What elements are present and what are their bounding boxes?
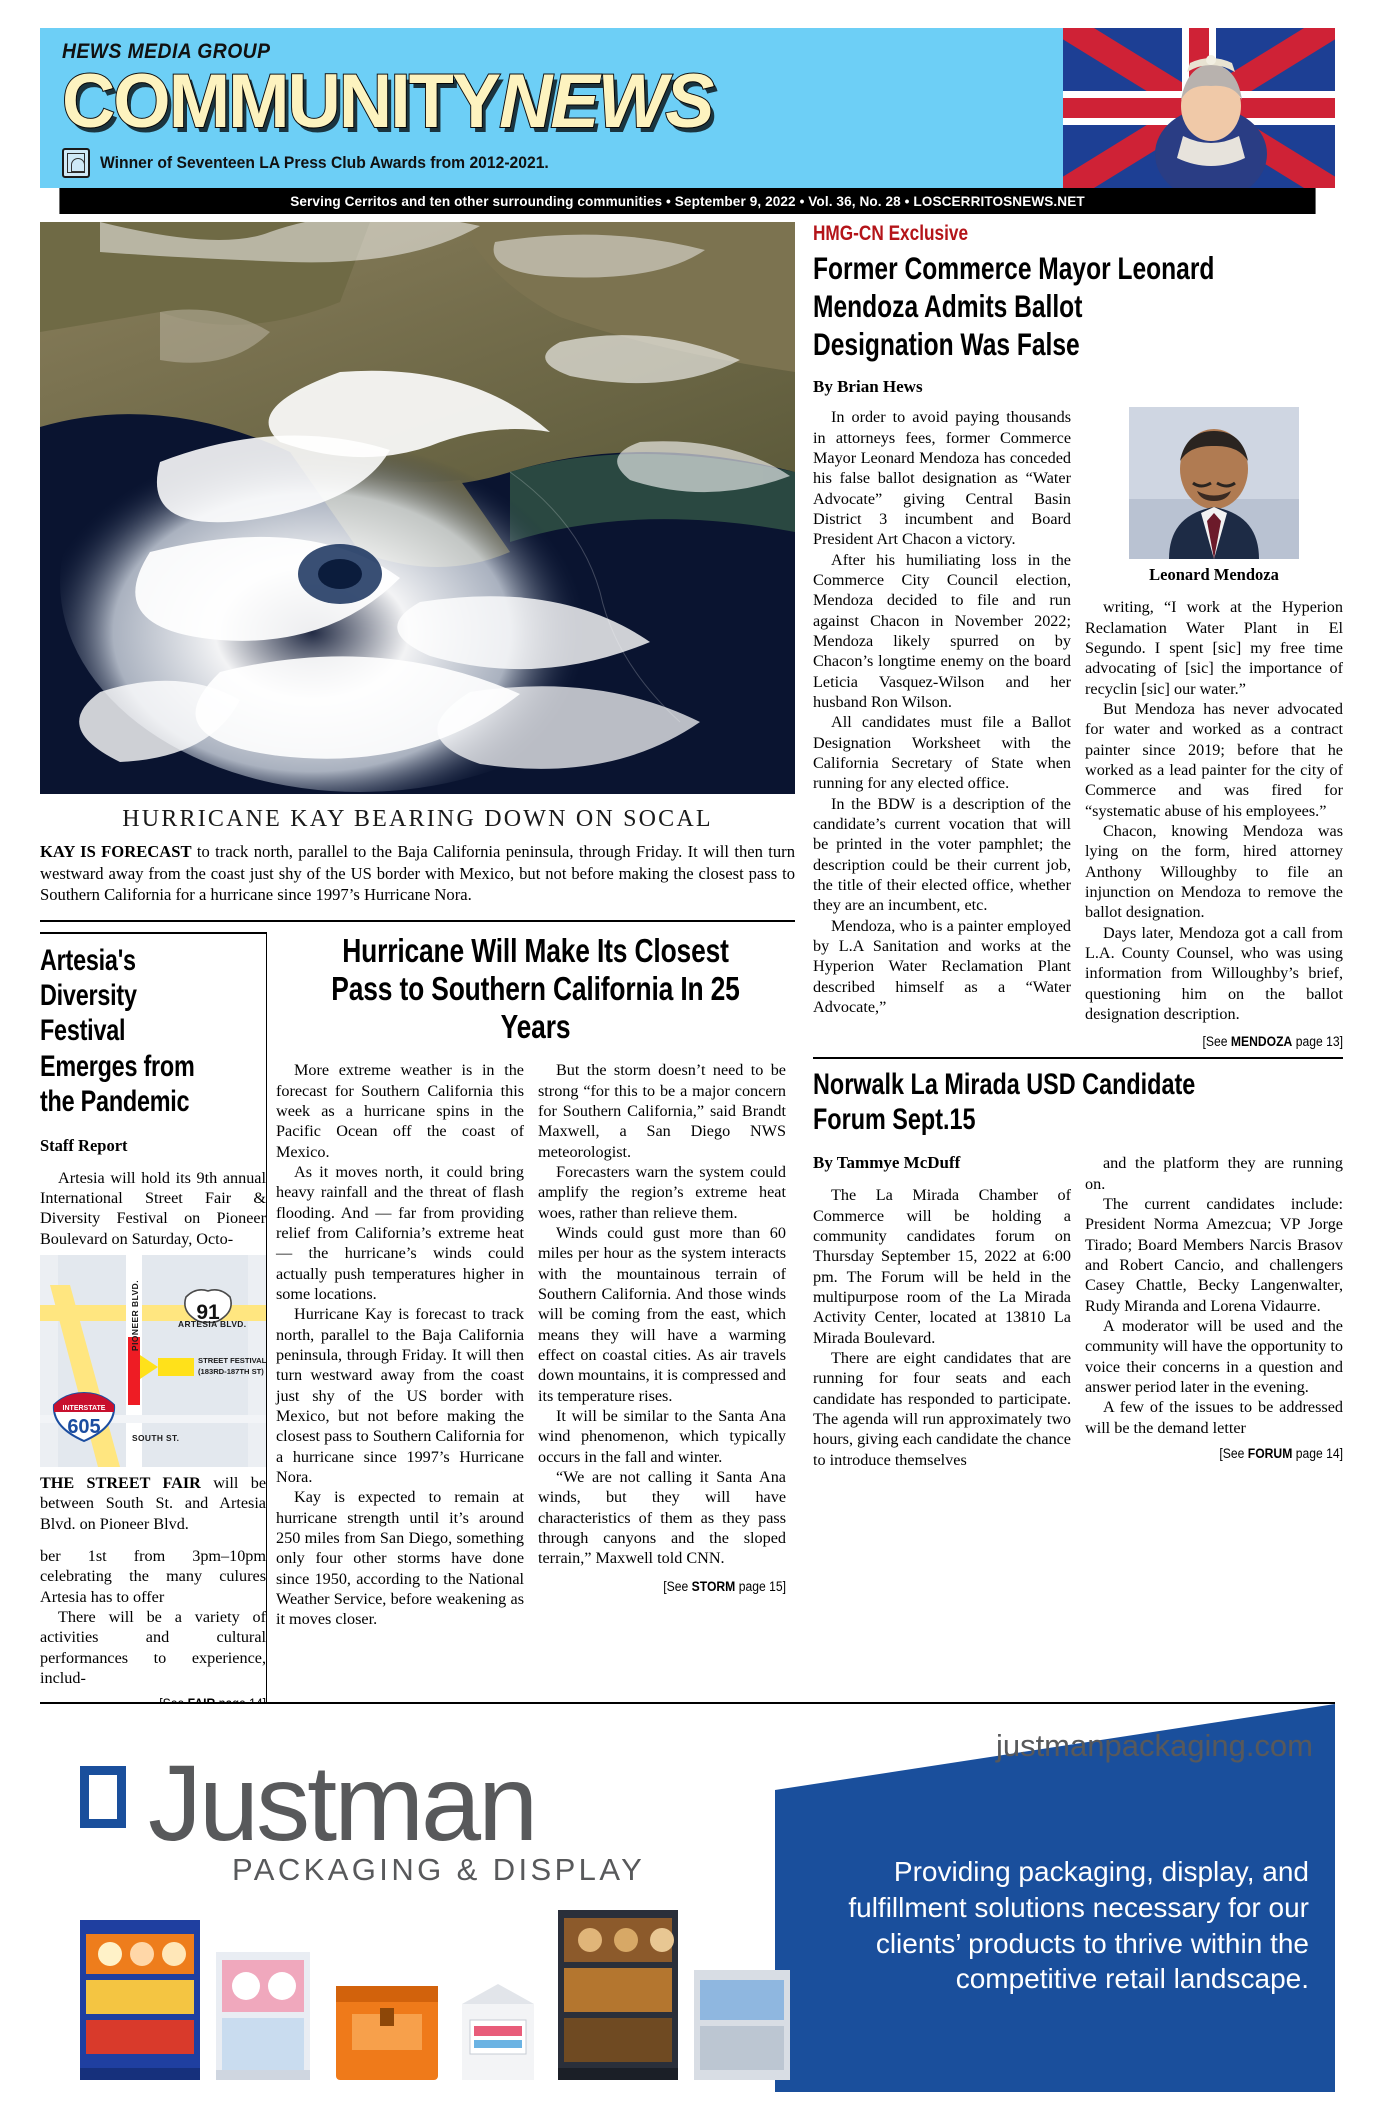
masthead-photo-queen-elizabeth [1063, 28, 1335, 188]
portrait-photo [1129, 407, 1299, 559]
paragraph: A moderator will be used and the community will have the opportunity to voice their concerns in a question and answer period later in the evening. [1085, 1316, 1343, 1396]
artesia-headline[interactable]: Artesia's Diversity Festival Emerges from the Pandemic [40, 943, 195, 1119]
artesia-body-part2 [40, 1473, 266, 1688]
street-festival-map [40, 1255, 266, 1467]
lead-bold-lead-in: KAY IS FORECAST [40, 842, 192, 861]
mendoza-headline[interactable]: Former Commerce Mayor Leonard Mendoza Admits Ballot Designation Was False [813, 250, 1215, 362]
paragraph: It will be similar to the Santa Ana wind phenomenon, which typically occurs in the fall and winter. [538, 1407, 786, 1466]
street-fair-rest: will be between South St. and Artesia Blvd. on Pioneer Blvd. [40, 1473, 266, 1533]
jump-prefix: [See [1219, 1445, 1248, 1461]
paragraph: After his humiliating loss in the Commerce City Council election, Mendoza decided to file and run against Chacon in November 2022; Mendoza likely spurred on by Chacon’s longtime enemy on the board Leticia Vasquez-Wilson and her husband Ron Wilson. [813, 550, 1071, 711]
artesia-body-part1 [40, 1168, 266, 1249]
svg-text:(183RD-187TH ST): (183RD-187TH ST) [198, 1366, 264, 1376]
mendoza-byline: By Brian Hews [813, 377, 923, 397]
left-two-article-row [40, 932, 795, 1712]
square-outline-icon [80, 1766, 126, 1828]
paragraph: Forecasters warn the system could amplify the region’s extreme heat woes, rather than relieve them. [538, 1163, 786, 1222]
svg-text:PIONEER BLVD.: PIONEER BLVD. [130, 1279, 140, 1351]
lead-paragraph [40, 841, 795, 906]
storm-columns [276, 1060, 795, 1629]
satellite-imagery [40, 222, 795, 794]
paragraph: A few of the issues to be addressed will be the demand letter [1085, 1398, 1343, 1437]
street-fair-bold: THE STREET FAIR [40, 1473, 201, 1492]
paragraph: writing, “I work at the Hyperion Reclamation Water Plant in El Segundo. I spent [sic] my free time advocating of [sic] the importance of recyclin [sic] our water.” [1085, 598, 1343, 698]
display-unit-5 [558, 1910, 678, 2080]
paragraph: There are eight candidates that are running for four seats and each candidate has responded to participate. The agenda will run approximately two hours, giving each candidate the chance to introduce themselves [813, 1348, 1071, 1469]
display-unit-3 [336, 1986, 438, 2080]
right-column [813, 222, 1343, 1711]
justman-advertisement[interactable] [40, 1702, 1335, 2092]
jump-prefix: [See [1202, 1034, 1231, 1050]
paragraph: More extreme weather is in the forecast for Southern California this week as a hurricane spins in the Pacific Ocean off the coast of Mexico. [276, 1061, 524, 1161]
paragraph: and the platform they are running on. [1085, 1154, 1343, 1193]
forum-column-2 [1085, 1153, 1343, 1470]
paragraph: Winds could gust more than 60 miles per hour as the system interacts with the mountainous terrain of Southern California. And those winds will be coming from the east, which means they will have a warming effect on coastal cities. As air travels down mountains, it is compressed and its temperature rises. [538, 1224, 786, 1405]
jump-suffix: page 13] [1292, 1034, 1343, 1050]
article-storm [276, 932, 795, 1712]
artesia-headline-rule [40, 932, 266, 1120]
union-jack-portrait-illustration [1063, 28, 1335, 188]
paragraph: But the storm doesn’t need to be strong “for this to be a major concern for Southern California,” said Brandt Maxwell, a San Diego NWS meteorologist. [538, 1061, 786, 1161]
forum-headline[interactable]: Norwalk La Mirada USD Candidate Forum Sept.15 [813, 1068, 1196, 1136]
svg-text:ARTESIA BLVD.: ARTESIA BLVD. [178, 1318, 247, 1329]
jump-prefix: [See [663, 1578, 692, 1594]
product-display-illustration [70, 1900, 810, 2090]
press-seal-icon [62, 148, 90, 178]
paragraph: Kay is expected to remain at hurricane strength until it’s around 250 miles from San Diego, something only four other storms have done since 1950, according to the National Weather Service, before weakening as it moves closer. [276, 1488, 524, 1629]
map-graphic [40, 1255, 266, 1467]
paragraph: In order to avoid paying thousands in attorneys fees, former Commerce Mayor Leonard Mendoza has conceded his false ballot designation as “Water Advocate” giving Central Basin District 3 incumbent and Board President Art Chacon a victory. [813, 408, 1071, 549]
forum-jump-line[interactable] [1111, 1446, 1343, 1463]
jump-suffix: page 15] [735, 1578, 786, 1594]
award-line [62, 148, 1063, 178]
mendoza-portrait-caption: Leonard Mendoza [1149, 565, 1279, 585]
mendoza-column-2 [1085, 407, 1343, 1049]
paragraph: Mendoza, who is a painter employed by L.A Sanitation and works at the Hyperion Water Reclamation Plant described himself as a “Water Advocate,” [813, 916, 1071, 1016]
award-text: Winner of Seventeen LA Press Club Awards from 2012-2021. [100, 153, 549, 172]
masthead [40, 28, 1335, 188]
mendoza-portrait [1129, 407, 1299, 559]
paragraph: The current candidates include: President Norma Amezcua; VP Jorge Tirado; Board Members Narcis Brasov and Robert Cancio, and challengers Casey Chattle, Becky Langenwalter, Rudy Miranda and Lorena Vidaurre. [1085, 1194, 1343, 1315]
paragraph: “We are not calling it Santa Ana winds, but they will have characteristics of them as they pass through canyons and the sloped terrain,” Maxwell told CNN. [538, 1468, 786, 1568]
display-unit-6 [694, 1970, 790, 2080]
article-artesia-festival [40, 932, 266, 1712]
photo-caption: HURRICANE KAY BEARING DOWN ON SOCAL [122, 806, 713, 832]
mendoza-column-1 [813, 407, 1071, 1049]
paragraph: Artesia will hold its 9th annual International Street Fair & Diversity Festival on Pioneer Boulevard on Saturday, Octo- [40, 1168, 266, 1248]
display-unit-2 [216, 1952, 310, 2080]
mendoza-column-2-text [1085, 597, 1343, 1024]
forum-divider [813, 1057, 1343, 1059]
ad-pitch-text: Providing packaging, display, and fulfillment solutions necessary for our clients’ products to thrive within the competitive retail landscape. [848, 1856, 1309, 1995]
svg-text:91: 91 [196, 1300, 220, 1324]
left-column [40, 222, 795, 1711]
paragraph: Chacon, knowing Mendoza was lying on the form, hired attorney Anthony Willoughby to file an injunction on Mendoza to remove the ballot designation. [1085, 822, 1343, 922]
storm-headline[interactable]: Hurricane Will Make Its Closest Pass to Southern California In 25 Years [331, 931, 740, 1046]
paragraph: The La Mirada Chamber of Commerce will be holding a community candidates forum on Thursday September 15, 2022 at 6:00 pm. The Forum will be held in the multipurpose room of the La Mirada Activity Center, located at 13810 La Mirada Boulevard. [813, 1186, 1071, 1347]
lead-rest: to track north, parallel to the Baja California peninsula, through Friday. It will then turn westward away from the coast just shy of the US border with Mexico, but not before making the closest pass to Southern California for a hurricane since 1997’s Hurricane Nora. [40, 842, 796, 905]
paragraph: As it moves north, it could bring heavy rainfall and the threat of flash flooding. And — far from providing relief from California’s extreme heat — the hurricane’s winds could actually push temperatures higher in some locations. [276, 1163, 524, 1304]
masthead-title [62, 59, 1033, 144]
svg-text:STREET FESTIVAL: STREET FESTIVAL [198, 1355, 266, 1365]
forum-column-1-text [813, 1185, 1071, 1470]
storm-column-1 [276, 1060, 524, 1629]
content-grid [40, 222, 1343, 1711]
dateline-bar: Serving Cerritos and ten other surrounding communities • September 9, 2022 • Vol. 36, No. 28 • LOSCERRITOSNEWS.NET [59, 188, 1315, 214]
forum-columns [813, 1147, 1343, 1470]
mendoza-jump-line[interactable] [1111, 1034, 1343, 1049]
hurricane-satellite-photo [40, 222, 795, 794]
jump-label: MENDOZA [1230, 1034, 1293, 1050]
jump-label: STORM [691, 1578, 736, 1594]
mendoza-kicker: HMG-CN Exclusive [813, 222, 969, 245]
svg-text:605: 605 [67, 1415, 101, 1438]
left-inner-vertical-rule [266, 932, 267, 1712]
masthead-kicker: HEWS MEDIA GROUP [62, 40, 271, 63]
svg-text:INTERSTATE: INTERSTATE [62, 1404, 106, 1412]
paragraph: There will be a variety of activities and cultural performances to experience, includ- [40, 1607, 266, 1687]
display-unit-4 [462, 1984, 534, 2080]
jump-suffix: page 14] [1292, 1445, 1343, 1461]
display-unit-1 [80, 1920, 200, 2080]
mendoza-columns [813, 407, 1343, 1049]
ad-subtitle: PACKAGING & DISPLAY [232, 1852, 646, 1887]
paragraph: In the BDW is a description of the candidate’s current vocation that will be printed in the voter pamphlet; the description could be their current job, the title of their elected office, whether they are an incumbent, etc. [813, 794, 1071, 915]
artesia-byline: Staff Report [40, 1135, 128, 1155]
paragraph [40, 1473, 266, 1534]
paragraph: Days later, Mendoza got a call from L.A. County Counsel, who was using information from Willoughby’s brief, questioning him on the ballot designation description. [1085, 923, 1343, 1023]
svg-text:SOUTH ST.: SOUTH ST. [132, 1432, 180, 1443]
storm-column-2 [538, 1060, 786, 1629]
masthead-title-community: COMMUNITY [62, 59, 500, 144]
masthead-title-news: NEWS [499, 59, 713, 144]
masthead-text-block [40, 28, 1063, 188]
paragraph: Hurricane Kay is forecast to track north, parallel to the Baja California peninsula, through Friday. It will then turn westward away from the coast just shy of the US border with Mexico, but not before making the closest pass to Southern California for a hurricane since 1997’s Hurricane Nora. [276, 1305, 524, 1487]
forum-column-1 [813, 1147, 1071, 1470]
forum-byline: By Tammye McDuff [813, 1153, 961, 1173]
ad-product-photos [70, 1900, 810, 2090]
paragraph: ber 1st from 3pm–10pm celebrating the many culures Artesia has to offer [40, 1546, 266, 1606]
paragraph: But Mendoza has never advocated for water and worked as a contract painter since 2019; before that he worked as a lead painter for the city of Commerce and was fired for “systematic abuse of his employees.” [1085, 700, 1343, 820]
jump-label: FORUM [1247, 1445, 1293, 1461]
left-divider [40, 920, 795, 922]
paragraph: All candidates must file a Ballot Designation Worksheet with the California Secretary of State when running for any elected office. [813, 713, 1071, 793]
ad-logo-wordmark: Justman [148, 1742, 536, 1863]
storm-jump-line[interactable] [563, 1579, 786, 1596]
ad-website-url[interactable]: justmanpackaging.com [995, 1728, 1313, 1763]
